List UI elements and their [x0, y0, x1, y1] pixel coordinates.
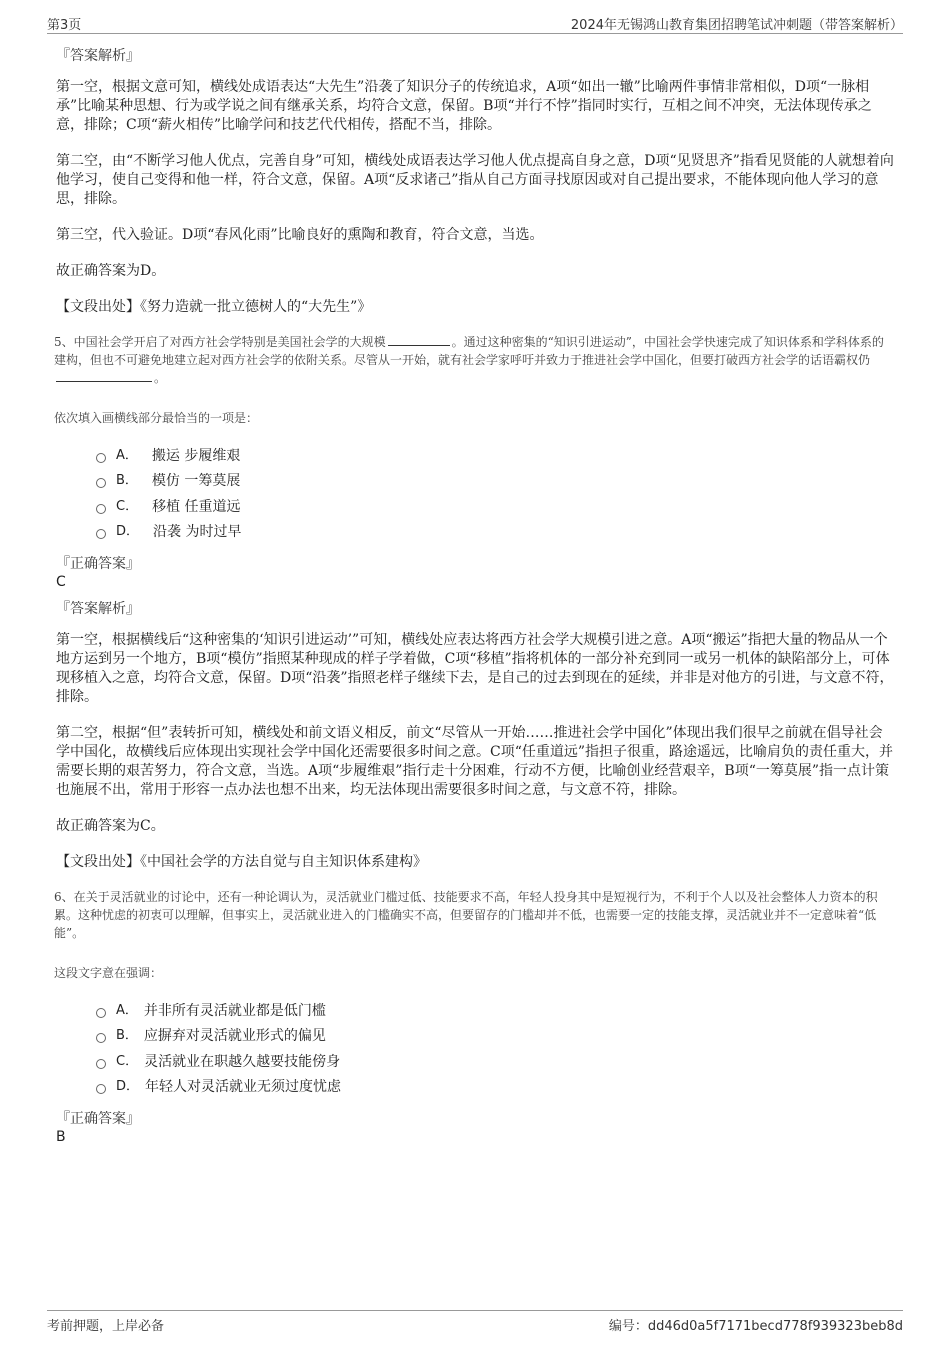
radio-icon[interactable]: [96, 1033, 106, 1043]
analysis-conclusion: 故正确答案为C。: [56, 818, 165, 834]
radio-icon[interactable]: [96, 453, 106, 463]
footer-divider: [47, 1310, 903, 1311]
radio-icon[interactable]: [96, 478, 106, 488]
option-a[interactable]: A． 并非所有灵活就业都是低门槛: [96, 998, 894, 1024]
footer-slogan: 考前押题，上岸必备: [47, 1319, 165, 1334]
question-stem: 6、在关于灵活就业的讨论中，还有一种论调认为，灵活就业门槛过低、技能要求不高，年轻人投身其中是短视行为，不利于个人以及社会整体人力资本的积累。这种忧虑的初衷可以理解，但事实上，灵活就业进入的门槛确实不高，但要留存的门槛却并不低，也需要一定的技能支撑，灵活就业并不一定意味着“低能”。: [54, 890, 878, 940]
document-title: 2024年无锡鸿山教育集团招聘笔试冲刺题（带答案解析）: [570, 18, 903, 33]
question-6: [56, 888, 894, 1146]
option-list: [56, 998, 894, 1100]
page-footer: [0, 1310, 950, 1340]
correct-answer: [56, 1110, 894, 1146]
question-stem: 5、中国社会学开启了对西方社会学特别是美国社会学的大规模 。通过这种密集的“知识引进运动”，中国社会学快速完成了知识体系和学科体系的建构，但也不可避免地建立起对西方社会学的依附关系。尽管从一开始，就有社会学家呼吁并致力于推进社会学中国化，但要打破西方社会学的话语霸权仍。: [54, 335, 884, 385]
question-prompt: 这段文字意在强调：: [54, 966, 163, 980]
analysis-label: 『答案解析』: [56, 601, 140, 617]
header-divider: [47, 33, 903, 34]
page-content: [56, 46, 894, 1154]
option-d[interactable]: D． 沿袭 为时过早: [96, 520, 894, 546]
analysis-paragraph: 第一空，根据文意可知，横线处成语表达“大先生”沿袭了知识分子的传统追求，A项“如出一辙”比喻两件事情非常相似，D项“一脉相承”比喻某种思想、行为或学说之间有继承关系，均符合文意，保留。B项“并行不悖”指同时实行，互相之间不冲突，无法体现传承之意，排除；C项“薪火相传”比喻学问和技艺代代相传，搭配不当，排除。: [56, 79, 872, 133]
analysis-paragraph: 第二空，由“不断学习他人优点，完善自身”可知，横线处成语表达学习他人优点提高自身之意，D项“见贤思齐”指看见贤能的人就想着向他学习，使自己变得和他一样，符合文意，保留。A项“反求诸己”指从自己方面寻找原因或对自己提出要求，不能体现向他人学习的意思，排除。: [56, 153, 894, 207]
correct-answer-label: 『正确答案』: [56, 1111, 140, 1127]
correct-answer: [56, 555, 894, 591]
q4-analysis: [56, 46, 894, 317]
radio-icon[interactable]: [96, 1084, 106, 1094]
fill-blank: [56, 369, 152, 382]
radio-icon[interactable]: [96, 529, 106, 539]
option-b[interactable]: B． 模仿 一筹莫展: [96, 469, 894, 495]
analysis-conclusion: 故正确答案为D。: [56, 263, 166, 279]
radio-icon[interactable]: [96, 1008, 106, 1018]
question-5: [56, 333, 894, 872]
analysis-paragraph: 第一空，根据横线后“这种密集的‘知识引进运动’”可知，横线处应表达将西方社会学大规模引进之意。A项“搬运”指把大量的物品从一个地方运到另一个地方，B项“模仿”指照某种现成的样子学着做，C项“移植”指将机体的一部分补充到同一或另一机体的缺陷部分上，可体现移植入之意，均符合文意，保留。D项“沿袭”指照老样子继续下去，是自己的过去到现在的延续，并非是对他方的引进，与文意不符，排除。: [56, 632, 894, 705]
option-list: [56, 443, 894, 545]
radio-icon[interactable]: [96, 504, 106, 514]
correct-answer-value: B: [56, 1129, 66, 1145]
source-citation: 【文段出处】《中国社会学的方法自觉与自主知识体系建构》: [56, 854, 427, 870]
option-b[interactable]: B． 应摒弃对灵活就业形式的偏见: [96, 1024, 894, 1050]
analysis-paragraph: 第三空，代入验证。D项“春风化雨”比喻良好的熏陶和教育，符合文意，当选。: [56, 227, 544, 243]
correct-answer-value: C: [56, 574, 66, 590]
option-c[interactable]: C． 灵活就业在职越久越要技能傍身: [96, 1049, 894, 1075]
analysis-paragraph: 第二空，根据“但”表转折可知，横线处和前文语义相反，前文“尽管从一开始……推进社会学中国化”体现出我们很早之前就在倡导社会学中国化，故横线后应体现出实现社会学中国化还需要很多时间之意。C项“任重道远”指担子很重，路途遥远，比喻肩负的责任重大，并需要长期的艰苦努力，符合文意，当选。A项“步履维艰”指行走十分困难，行动不方便，比喻创业经营艰辛，B项“一筹莫展”指一点计策也施展不出，常用于形容一点办法也想不出来，均无法体现出需要很多时间之意，与文意不符，排除。: [56, 725, 894, 798]
page-number: 第3页: [47, 18, 82, 33]
analysis-label: 『答案解析』: [56, 48, 140, 64]
option-d[interactable]: D． 年轻人对灵活就业无须过度忧虑: [96, 1075, 894, 1101]
question-prompt: 依次填入画横线部分最恰当的一项是：: [54, 411, 259, 425]
radio-icon[interactable]: [96, 1059, 106, 1069]
correct-answer-label: 『正确答案』: [56, 556, 140, 572]
source-citation: 【文段出处】《努力造就一批立德树人的“大先生”》: [56, 299, 372, 315]
page-header: [0, 0, 950, 34]
fill-blank: [388, 333, 450, 346]
option-c[interactable]: C． 移植 任重道远: [96, 494, 894, 520]
option-a[interactable]: A． 搬运 步履维艰: [96, 443, 894, 469]
document-id: 编号：dd46d0a5f7171becd778f939323beb8d: [608, 1319, 903, 1334]
